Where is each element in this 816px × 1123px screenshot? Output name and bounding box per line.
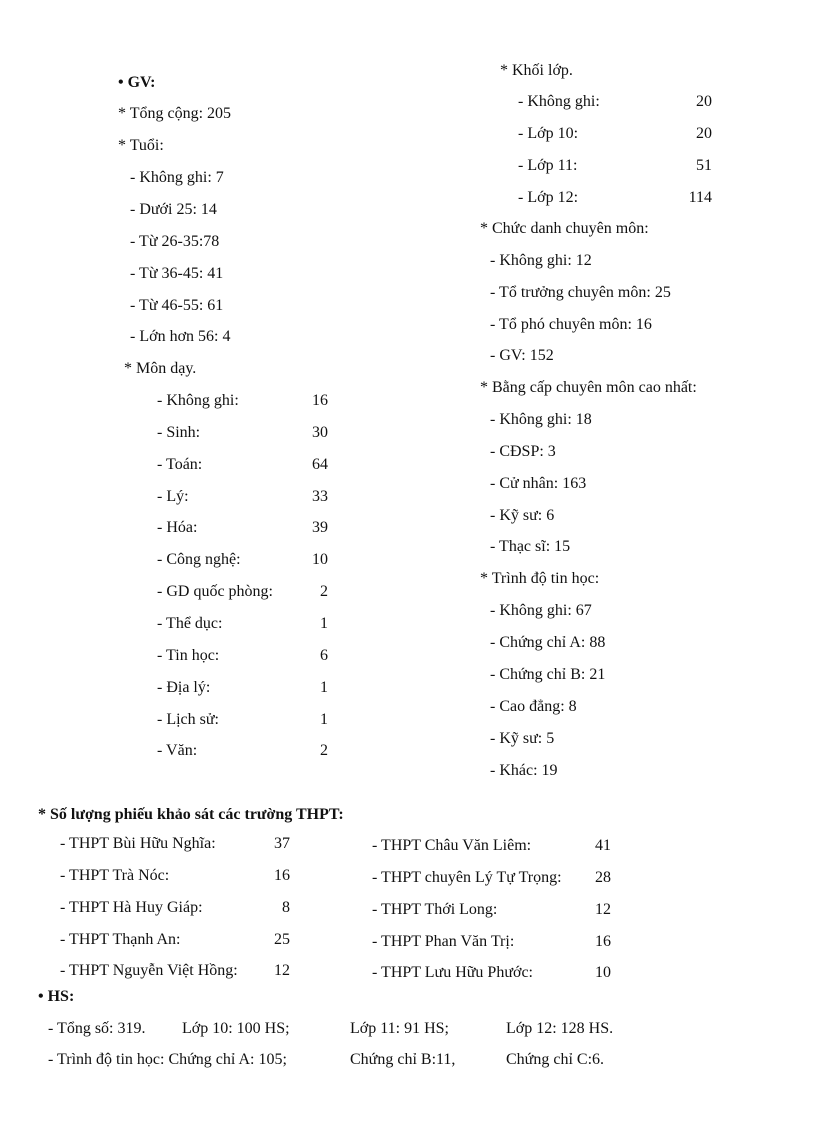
school-count: 16 <box>595 933 611 950</box>
school-label: - THPT Lưu Hữu Phước: <box>372 964 533 981</box>
subject-label: - Văn: <box>157 742 198 759</box>
subject-count: 6 <box>320 647 328 664</box>
school-count: 25 <box>274 931 290 948</box>
subject-label: - Lý: <box>157 488 189 505</box>
subject-label: - Tin học: <box>157 647 220 664</box>
grade-label: - Không ghi: <box>518 93 600 110</box>
grade-label: - Lớp 10: <box>518 125 579 142</box>
subject-count: 1 <box>320 615 328 632</box>
subject-heading: * Môn dạy. <box>124 360 197 377</box>
grade-heading: * Khối lớp. <box>500 62 573 79</box>
school-label: - THPT Thạnh An: <box>60 931 181 948</box>
subject-count: 39 <box>312 519 328 536</box>
subject-count: 1 <box>320 711 328 728</box>
hs-it-cert-c: Chứng chỉ C:6. <box>506 1051 605 1068</box>
gv-total: * Tổng cộng: 205 <box>118 105 232 122</box>
hs-it-cert-a: - Trình độ tin học: Chứng chỉ A: 105; <box>48 1051 287 1068</box>
subject-count: 1 <box>320 679 328 696</box>
school-label: - THPT Hà Huy Giáp: <box>60 899 203 916</box>
subject-label: - GD quốc phòng: <box>157 583 273 600</box>
hs-grade-12: Lớp 12: 128 HS. <box>506 1020 614 1037</box>
title-item: - Tổ trưởng chuyên môn: 25 <box>490 284 671 301</box>
subject-count: 33 <box>312 488 328 505</box>
hs-grade-10: Lớp 10: 100 HS; <box>182 1020 290 1037</box>
subject-label: - Thể dục: <box>157 615 223 632</box>
subject-label: - Công nghệ: <box>157 551 241 568</box>
school-label: - THPT chuyên Lý Tự Trọng: <box>372 869 562 886</box>
degree-item: - Kỹ sư: 6 <box>490 507 555 524</box>
school-count: 16 <box>274 867 290 884</box>
age-item: - Từ 36-45: 41 <box>130 265 224 282</box>
school-label: - THPT Phan Văn Trị: <box>372 933 515 950</box>
school-count: 28 <box>595 869 611 886</box>
subject-count: 30 <box>312 424 328 441</box>
hs-it-cert-b: Chứng chỉ B:11, <box>350 1051 456 1068</box>
school-count: 10 <box>595 964 611 981</box>
subject-label: - Không ghi: <box>157 392 239 409</box>
age-item: - Lớn hơn 56: 4 <box>130 328 231 345</box>
survey-heading: * Số lượng phiếu khảo sát các trường THPT: <box>38 806 344 823</box>
subject-label: - Toán: <box>157 456 203 473</box>
school-count: 41 <box>595 837 611 854</box>
grade-label: - Lớp 11: <box>518 157 578 174</box>
hs-grade-11: Lớp 11: 91 HS; <box>350 1020 449 1037</box>
grade-count: 51 <box>696 157 712 174</box>
school-count: 8 <box>282 899 290 916</box>
subject-count: 16 <box>312 392 328 409</box>
subject-count: 10 <box>312 551 328 568</box>
subject-label: - Hóa: <box>157 519 198 536</box>
title-heading: * Chức danh chuyên môn: <box>480 220 649 237</box>
title-item: - Tổ phó chuyên môn: 16 <box>490 316 652 333</box>
age-heading: * Tuổi: <box>118 137 164 154</box>
it-item: - Kỹ sư: 5 <box>490 730 555 747</box>
subject-count: 2 <box>320 742 328 759</box>
school-label: - THPT Trà Nóc: <box>60 867 170 884</box>
hs-total: - Tổng số: 319. <box>48 1020 146 1037</box>
subject-label: - Lịch sử: <box>157 711 219 728</box>
grade-count: 114 <box>688 189 712 206</box>
it-item: - Chứng chỉ B: 21 <box>490 666 606 683</box>
title-item: - Không ghi: 12 <box>490 252 592 269</box>
grade-count: 20 <box>696 93 712 110</box>
subject-count: 64 <box>312 456 328 473</box>
subject-label: - Địa lý: <box>157 679 211 696</box>
title-item: - GV: 152 <box>490 347 554 364</box>
school-label: - THPT Châu Văn Liêm: <box>372 837 532 854</box>
it-item: - Chứng chỉ A: 88 <box>490 634 606 651</box>
degree-item: - Cử nhân: 163 <box>490 475 587 492</box>
it-item: - Không ghi: 67 <box>490 602 592 619</box>
school-label: - THPT Thới Long: <box>372 901 498 918</box>
school-count: 12 <box>595 901 611 918</box>
it-heading: * Trình độ tin học: <box>480 570 600 587</box>
subject-count: 2 <box>320 583 328 600</box>
school-label: - THPT Nguyễn Việt Hồng: <box>60 962 238 979</box>
degree-item: - Không ghi: 18 <box>490 411 592 428</box>
degree-heading: * Bằng cấp chuyên môn cao nhất: <box>480 379 697 396</box>
degree-item: - Thạc sĩ: 15 <box>490 538 571 555</box>
school-count: 12 <box>274 962 290 979</box>
gv-heading: • GV: <box>118 74 156 91</box>
school-count: 37 <box>274 835 290 852</box>
school-label: - THPT Bùi Hữu Nghĩa: <box>60 835 216 852</box>
grade-count: 20 <box>696 125 712 142</box>
age-item: - Dưới 25: 14 <box>130 201 217 218</box>
hs-heading: • HS: <box>38 988 75 1005</box>
age-item: - Từ 26-35:78 <box>130 233 220 250</box>
grade-label: - Lớp 12: <box>518 189 579 206</box>
it-item: - Khác: 19 <box>490 762 558 779</box>
subject-label: - Sinh: <box>157 424 201 441</box>
age-item: - Không ghi: 7 <box>130 169 224 186</box>
degree-item: - CĐSP: 3 <box>490 443 556 460</box>
age-item: - Từ 46-55: 61 <box>130 297 224 314</box>
it-item: - Cao đẳng: 8 <box>490 698 577 715</box>
